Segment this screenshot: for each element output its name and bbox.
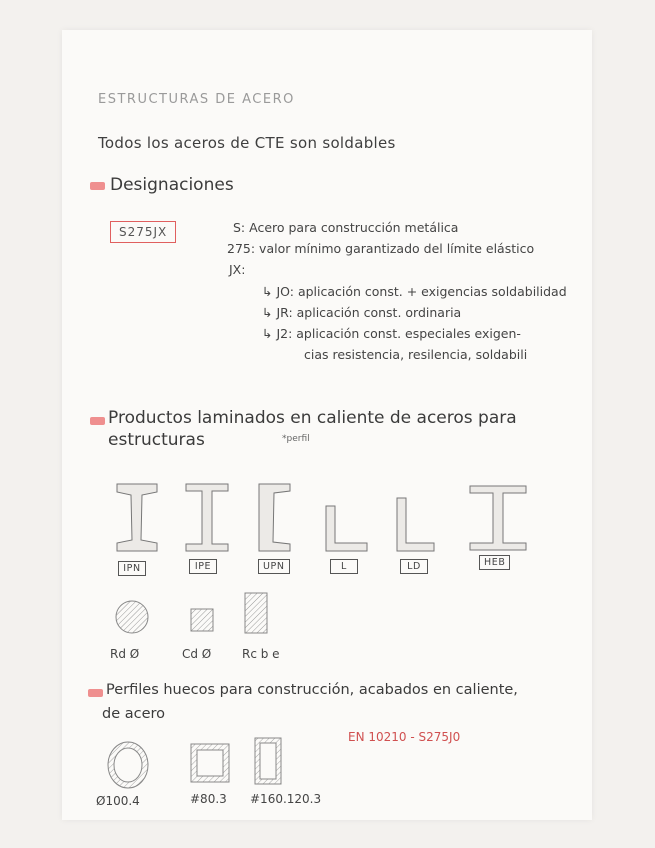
label-upn: UPN xyxy=(258,559,290,574)
heb-profile-icon xyxy=(470,486,526,550)
sub-line-jr: ↳ JR: aplicación const. ordinaria xyxy=(262,305,462,320)
label-square-hollow: #80.3 xyxy=(190,792,227,806)
label-cd: Cd Ø xyxy=(182,647,212,661)
bar-drawings xyxy=(62,590,592,650)
notebook-page xyxy=(62,30,592,820)
ipn-profile-icon xyxy=(117,484,157,551)
bullet-marker xyxy=(88,689,103,697)
norm-reference: EN 10210 - S275J0 xyxy=(348,730,461,744)
rectangular-bar-icon xyxy=(245,593,267,633)
label-rect-hollow: #160.120.3 xyxy=(250,792,322,806)
bullet-marker xyxy=(90,182,105,190)
section-title-huecos: Perfiles huecos para construcción, acabados en caliente, xyxy=(106,682,518,698)
label-heb: HEB xyxy=(479,555,510,570)
designation-code-box: S275JX xyxy=(110,221,176,243)
upn-profile-icon xyxy=(259,484,290,551)
label-ld: LD xyxy=(400,559,428,574)
label-ipn: IPN xyxy=(118,561,146,576)
sub-line-j2-cont: cias resistencia, resilencia, soldabili xyxy=(304,347,528,362)
l-profile-icon xyxy=(326,506,367,551)
label-circular-hollow: Ø100.4 xyxy=(96,794,140,808)
hollow-section-drawings xyxy=(62,730,592,790)
section-title-huecos-2: de acero xyxy=(102,706,166,722)
profile-drawings xyxy=(62,470,592,560)
perfil-note: *perfil xyxy=(282,434,310,444)
label-l: L xyxy=(330,559,358,574)
label-rc: Rc b e xyxy=(242,647,280,661)
square-bar-icon xyxy=(191,609,213,631)
ipe-profile-icon xyxy=(186,484,228,551)
sub-line-j2: ↳ J2: aplicación const. especiales exigen- xyxy=(262,326,521,341)
round-bar-icon xyxy=(116,601,148,633)
ld-profile-icon xyxy=(397,498,434,551)
sub-line-j0: ↳ JO: aplicación const. + exigencias soldabilidad xyxy=(262,284,567,299)
def-line-jx: JX: xyxy=(229,262,246,277)
intro-text: Todos los aceros de CTE son soldables xyxy=(98,134,396,152)
bullet-marker xyxy=(90,417,105,425)
page-heading: ESTRUCTURAS DE ACERO xyxy=(98,92,295,107)
section-title-laminados-2: estructuras xyxy=(108,430,205,450)
label-ipe: IPE xyxy=(189,559,217,574)
section-title-designaciones: Designaciones xyxy=(110,175,234,195)
def-line-s: S: Acero para construcción metálica xyxy=(233,220,459,235)
def-line-275: 275: valor mínimo garantizado del límite elástico xyxy=(227,241,535,256)
section-title-laminados: Productos laminados en caliente de aceros para xyxy=(108,408,517,428)
label-rd: Rd Ø xyxy=(110,647,140,661)
